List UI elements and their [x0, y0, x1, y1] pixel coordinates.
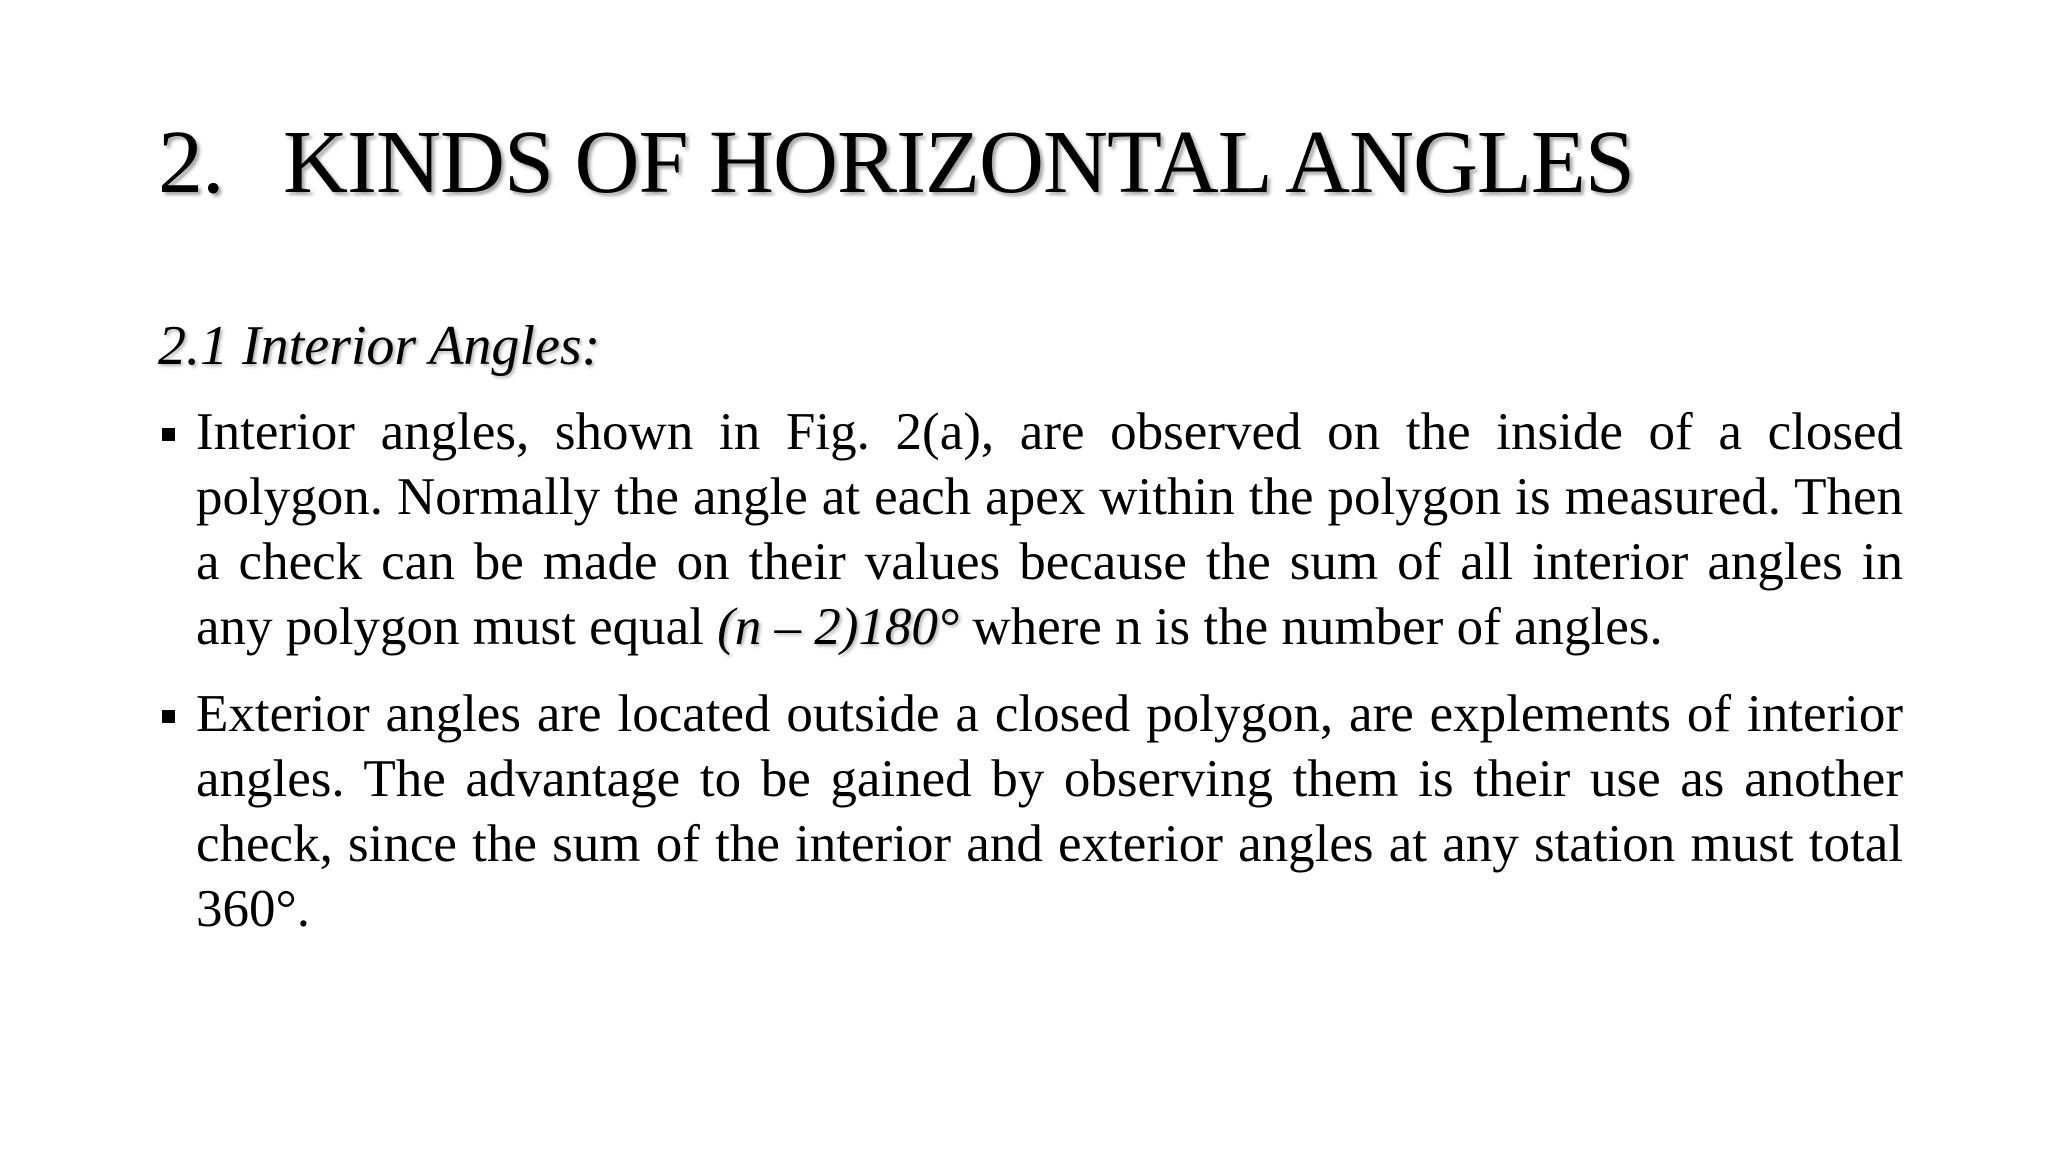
bullet-item-exterior [158, 682, 1903, 942]
bullet-text-after: where n is the number of angles. [959, 598, 1663, 656]
bullet-item-interior [158, 400, 1903, 660]
title-number: 2. [158, 113, 224, 212]
slide-title [158, 113, 1634, 212]
section-subheading: 2.1 Interior Angles: [158, 315, 601, 377]
bullet-text-before: Exterior angles are located outside a closed polygon, are explements of interior angles. The advantage to be gained by observing them is their use as another check, since the sum of the interior and exterior angles at any station must total 360°. [196, 685, 1903, 938]
bullet-text-before: Interior angles, shown in Fig. 2(a), are observed on the inside of a closed polygon. Normally the angle at each apex within the polygon is measured. Then a check can be made on their values because the sum of all interior angles in any polygon must equal [196, 403, 1903, 656]
bullet-list [158, 400, 1903, 964]
interior-angle-formula: (n – 2)180° [717, 598, 960, 656]
title-text: KINDS OF HORIZONTAL ANGLES [283, 113, 1634, 212]
square-bullet-icon [162, 428, 175, 441]
square-bullet-icon [162, 710, 175, 723]
